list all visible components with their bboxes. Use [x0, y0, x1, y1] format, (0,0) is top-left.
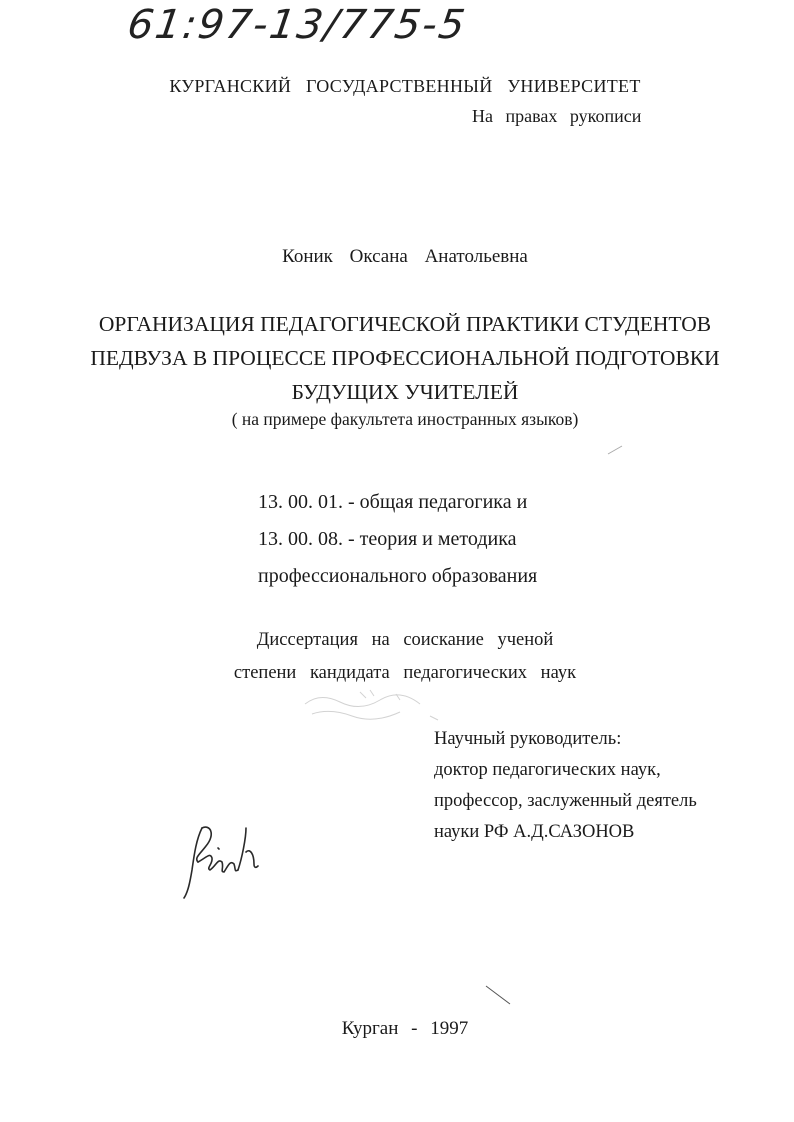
author-name: Коник Оксана Анатольевна — [282, 246, 528, 267]
stray-mark-icon — [606, 444, 624, 456]
specialty-line: профессионального образования — [258, 565, 538, 587]
archive-code: 61:97-13/775-5 — [124, 2, 470, 48]
university-name: КУРГАНСКИЙ ГОСУДАРСТВЕННЫЙ УНИВЕРСИТЕТ — [169, 76, 641, 96]
specialty-line: 13. 00. 08. - теория и методика — [258, 528, 517, 550]
title-line: ПЕДВУЗА В ПРОЦЕССЕ ПРОФЕССИОНАЛЬНОЙ ПОДГОТОВКИ — [90, 346, 720, 370]
supervisor-line: науки РФ А.Д.САЗОНОВ — [434, 822, 635, 842]
specialty-codes — [258, 484, 537, 595]
dissertation-title — [0, 307, 794, 409]
faded-stamp-icon — [300, 686, 450, 726]
dissertation-subtitle: ( на примере факультета иностранных языков) — [231, 409, 579, 429]
supervisor-line: доктор педагогических наук, — [434, 760, 661, 780]
supervisor-line: Научный руководитель: — [434, 729, 622, 749]
degree-line: Диссертация на соискание ученой — [256, 630, 554, 650]
scientific-supervisor — [434, 724, 697, 848]
manuscript-note: На правах рукописи — [472, 106, 642, 126]
specialty-line: 13. 00. 01. - общая педагогика и — [258, 491, 528, 513]
title-line: БУДУЩИХ УЧИТЕЛЕЙ — [291, 380, 519, 404]
handwritten-signature-icon — [176, 818, 266, 904]
stray-mark-icon — [484, 984, 514, 1006]
title-line: ОРГАНИЗАЦИЯ ПЕДАГОГИЧЕСКОЙ ПРАКТИКИ СТУДЕНТОВ — [98, 312, 712, 336]
degree-statement — [0, 624, 794, 690]
degree-line: степени кандидата педагогических наук — [233, 663, 577, 683]
supervisor-line: профессор, заслуженный деятель — [434, 791, 697, 811]
city-year: Курган - 1997 — [341, 1018, 469, 1039]
